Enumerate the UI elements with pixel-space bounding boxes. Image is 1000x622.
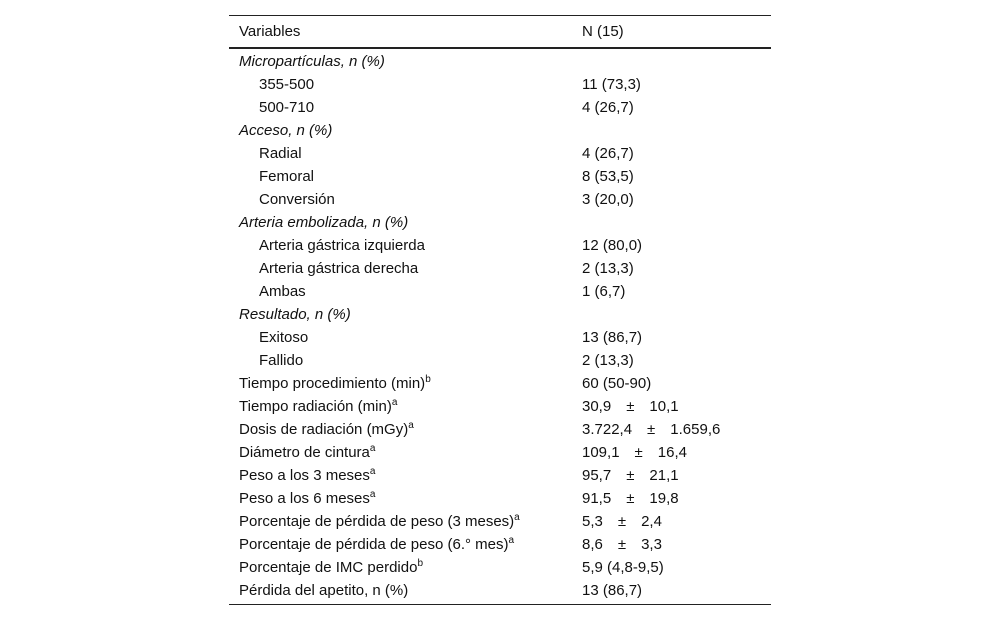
row-label bbox=[259, 96, 314, 119]
row-label bbox=[239, 556, 423, 579]
row-label bbox=[259, 326, 308, 349]
table-row bbox=[229, 257, 771, 280]
table-row bbox=[229, 73, 771, 96]
row-value: 1 (6,7) bbox=[582, 283, 626, 300]
footnote-marker: a bbox=[369, 489, 376, 500]
row-label bbox=[259, 280, 306, 303]
section-label bbox=[239, 119, 332, 142]
header-n: N (15) bbox=[582, 23, 624, 40]
row-label-text: 500-710 bbox=[259, 99, 315, 116]
row-value: 11 (73,3) bbox=[582, 76, 641, 93]
section-label bbox=[239, 211, 408, 234]
row-label-text: Peso a los 6 meses bbox=[239, 490, 370, 507]
row-label-text: Tiempo radiación (min) bbox=[239, 398, 392, 415]
row-label bbox=[259, 349, 303, 372]
table-row bbox=[229, 418, 771, 441]
row-value: 95,7 ± 21,1 bbox=[582, 467, 679, 484]
row-value: 2 (13,3) bbox=[582, 260, 634, 277]
footnote-marker: a bbox=[369, 466, 376, 477]
row-label bbox=[259, 234, 425, 257]
header-variables: Variables bbox=[239, 23, 301, 40]
row-label-text: Femoral bbox=[259, 168, 315, 185]
row-label bbox=[259, 165, 314, 188]
section-label bbox=[239, 50, 385, 73]
row-label bbox=[239, 464, 375, 487]
row-label bbox=[239, 510, 520, 533]
table-body bbox=[229, 49, 771, 605]
table-header bbox=[229, 16, 771, 49]
row-value: 12 (80,0) bbox=[582, 237, 643, 254]
row-label-text: Ambas bbox=[259, 283, 306, 300]
table-row bbox=[229, 510, 771, 533]
row-label bbox=[259, 73, 314, 96]
table-row bbox=[229, 303, 771, 326]
row-label-text: Peso a los 3 meses bbox=[239, 467, 370, 484]
row-label-text: Conversión bbox=[259, 191, 335, 208]
row-value: 30,9 ± 10,1 bbox=[582, 398, 679, 415]
row-value: 8 (53,5) bbox=[582, 168, 634, 185]
row-label bbox=[239, 418, 414, 441]
table-row bbox=[229, 188, 771, 211]
row-label-text: Arteria gástrica izquierda bbox=[259, 237, 425, 254]
row-label-text: Diámetro de cintura bbox=[239, 444, 370, 461]
row-label-text: Arteria embolizada, n (%) bbox=[239, 214, 409, 231]
table-row bbox=[229, 211, 771, 234]
table-row bbox=[229, 533, 771, 556]
footnote-marker: a bbox=[514, 512, 520, 523]
table-row bbox=[229, 487, 771, 510]
section-label bbox=[239, 303, 351, 326]
row-label-text: Pérdida del apetito, n (%) bbox=[239, 582, 409, 599]
row-label-text: Porcentaje de IMC perdido bbox=[239, 559, 418, 576]
row-label-text: Exitoso bbox=[259, 329, 309, 346]
table-row bbox=[229, 119, 771, 142]
footnote-marker: a bbox=[369, 443, 376, 454]
row-label bbox=[239, 533, 514, 556]
table-row bbox=[229, 96, 771, 119]
table-row bbox=[229, 142, 771, 165]
row-label-text: Resultado, n (%) bbox=[239, 306, 351, 323]
table-row bbox=[229, 579, 771, 602]
row-value: 60 (50-90) bbox=[582, 375, 652, 392]
row-value: 3.722,4 ± 1.659,6 bbox=[582, 421, 721, 438]
row-label-text: Porcentaje de pérdida de peso (3 meses) bbox=[239, 513, 515, 530]
table-row bbox=[229, 441, 771, 464]
row-value: 13 (86,7) bbox=[582, 582, 643, 599]
row-value: 2 (13,3) bbox=[582, 352, 634, 369]
row-label bbox=[239, 441, 375, 464]
row-label bbox=[259, 188, 335, 211]
data-table bbox=[229, 15, 771, 605]
footnote-marker: b bbox=[425, 374, 431, 385]
row-value: 4 (26,7) bbox=[582, 99, 634, 116]
row-label-text: Porcentaje de pérdida de peso (6.° mes) bbox=[239, 536, 509, 553]
row-label-text: Arteria gástrica derecha bbox=[259, 260, 419, 277]
row-label-text: Acceso, n (%) bbox=[239, 122, 333, 139]
table-row bbox=[229, 50, 771, 73]
table-row bbox=[229, 349, 771, 372]
row-label bbox=[239, 579, 408, 602]
table-row bbox=[229, 234, 771, 257]
table-row bbox=[229, 372, 771, 395]
row-value: 8,6 ± 3,3 bbox=[582, 536, 662, 553]
row-value: 109,1 ± 16,4 bbox=[582, 444, 687, 461]
table-row bbox=[229, 165, 771, 188]
row-value: 3 (20,0) bbox=[582, 191, 634, 208]
row-value: 13 (86,7) bbox=[582, 329, 643, 346]
row-value: 5,3 ± 2,4 bbox=[582, 513, 662, 530]
footnote-marker: a bbox=[391, 397, 398, 408]
row-label bbox=[239, 487, 375, 510]
row-label-text: 355-500 bbox=[259, 76, 315, 93]
row-value: 91,5 ± 19,8 bbox=[582, 490, 679, 507]
footnote-marker: a bbox=[508, 535, 515, 546]
row-label bbox=[239, 372, 431, 395]
row-label bbox=[259, 142, 302, 165]
table-row bbox=[229, 464, 771, 487]
row-value: 5,9 (4,8-9,5) bbox=[582, 559, 664, 576]
table-row bbox=[229, 280, 771, 303]
footnote-marker: b bbox=[417, 558, 423, 569]
row-label-text: Fallido bbox=[259, 352, 304, 369]
row-value: 4 (26,7) bbox=[582, 145, 634, 162]
footnote-marker: a bbox=[408, 420, 414, 431]
row-label bbox=[239, 395, 397, 418]
row-label-text: Dosis de radiación (mGy) bbox=[239, 421, 409, 438]
table-row bbox=[229, 556, 771, 579]
table-row bbox=[229, 395, 771, 418]
row-label-text: Radial bbox=[259, 145, 302, 162]
row-label bbox=[259, 257, 418, 280]
table-row bbox=[229, 326, 771, 349]
row-label-text: Tiempo procedimiento (min) bbox=[239, 375, 426, 392]
row-label-text: Micropartículas, n (%) bbox=[239, 53, 385, 70]
